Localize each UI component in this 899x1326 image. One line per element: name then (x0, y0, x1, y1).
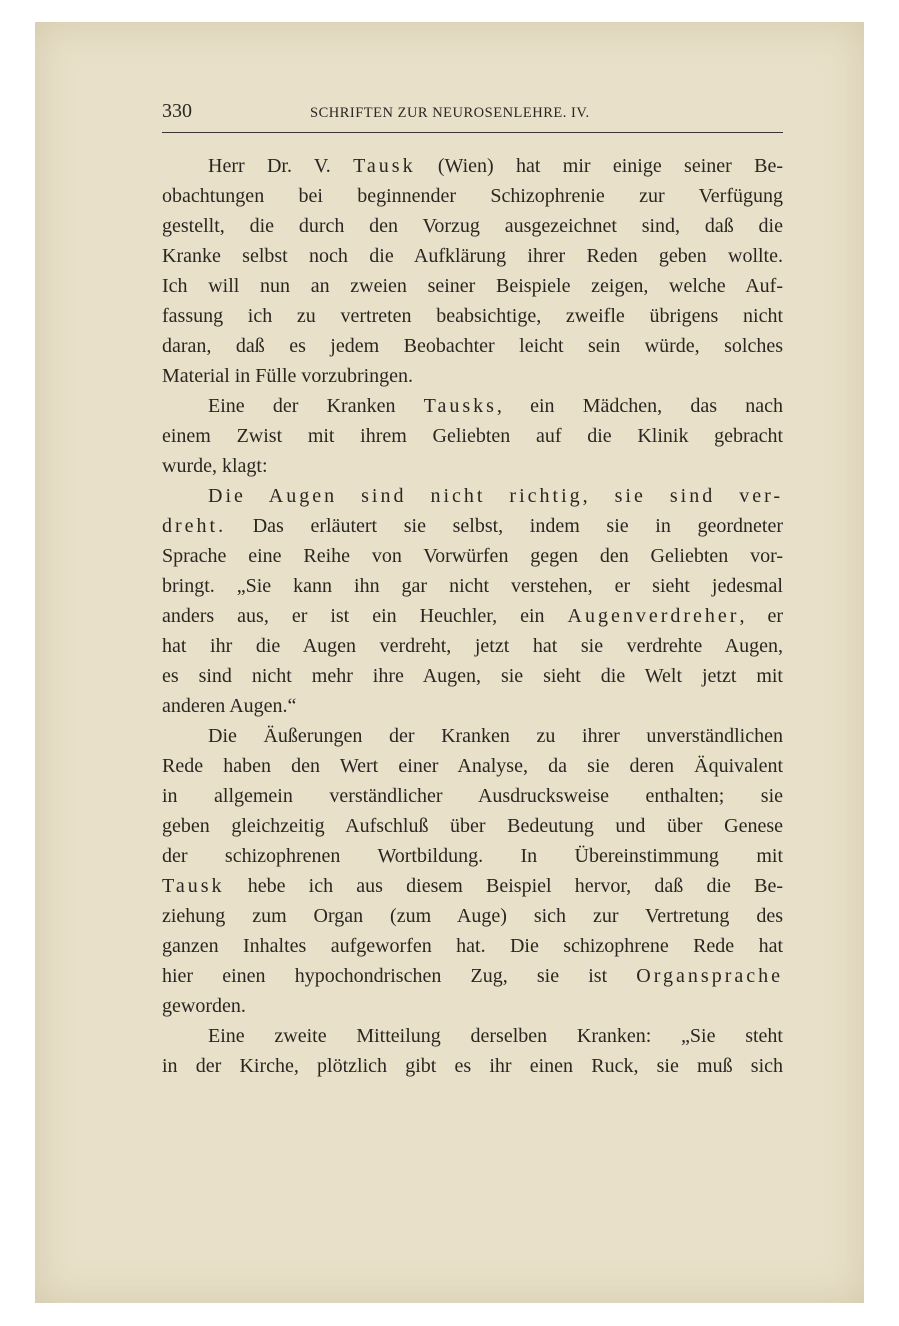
spaced-emphasis-text: Organsprache (636, 965, 783, 987)
line-segment: (Wien) hat mir einige seiner Be- (415, 155, 783, 177)
text-line (162, 841, 783, 871)
text-line (162, 631, 783, 661)
line-segment: Sprache eine Reihe von Vorwürfen gegen den Geliebten vor- (162, 545, 783, 567)
line-segment: , er (739, 605, 783, 627)
line-segment: bringt. „Sie kann ihn gar nicht verstehen, er sieht jedesmal (162, 575, 783, 597)
spaced-emphasis-text: Tausk (353, 155, 416, 177)
line-segment: , ein Mädchen, das nach (496, 395, 783, 417)
line-segment: anderen Augen.“ (162, 695, 297, 717)
line-segment: obachtungen bei beginnender Schizophrenie zur Verfügung (162, 185, 783, 207)
text-line (162, 1051, 783, 1081)
spaced-emphasis-text: Tausk (162, 875, 225, 897)
text-line (162, 901, 783, 931)
text-line (162, 391, 783, 421)
line-segment: hat ihr die Augen verdreht, jetzt hat sie verdrehte Augen, (162, 635, 783, 657)
line-segment: hebe ich aus diesem Beispiel hervor, daß die Be- (224, 875, 783, 897)
text-line (162, 361, 783, 391)
line-segment: Herr Dr. V. (208, 155, 354, 177)
line-segment: anders aus, er ist ein Heuchler, ein (162, 605, 568, 627)
text-line (162, 541, 783, 571)
text-line (162, 871, 783, 901)
text-line (162, 991, 783, 1021)
line-segment: Das erläutert sie selbst, indem sie in geordneter (226, 515, 783, 537)
line-segment: einem Zwist mit ihrem Geliebten auf die Klinik gebracht (162, 425, 783, 447)
text-line (162, 451, 783, 481)
text-line (162, 721, 783, 751)
spaced-emphasis-text: Die Augen sind nicht richtig, sie sind ver- (208, 485, 783, 507)
text-line (162, 571, 783, 601)
text-line (162, 301, 783, 331)
text-line (162, 271, 783, 301)
line-segment: der schizophrenen Wortbildung. In Übereinstimmung mit (162, 845, 783, 867)
text-line (162, 181, 783, 211)
text-line (162, 151, 783, 181)
text-line (162, 931, 783, 961)
text-line (162, 241, 783, 271)
text-line (162, 781, 783, 811)
text-line (162, 331, 783, 361)
line-segment: ziehung zum Organ (zum Auge) sich zur Vertretung des (162, 905, 783, 927)
page-text-block (162, 100, 783, 1081)
text-line (162, 601, 783, 631)
line-segment: fassung ich zu vertreten beabsichtige, zweifle übrigens nicht (162, 305, 783, 327)
text-line (162, 1021, 783, 1051)
text-line (162, 961, 783, 991)
line-segment: geben gleichzeitig Aufschluß über Bedeutung und über Genese (162, 815, 783, 837)
line-segment: Material in Fülle vorzubringen. (162, 365, 414, 387)
line-segment: gestellt, die durch den Vorzug ausgezeichnet sind, daß die (162, 215, 783, 237)
text-line (162, 421, 783, 451)
text-line (162, 691, 783, 721)
line-segment: Die Äußerungen der Kranken zu ihrer unverständlichen (208, 725, 783, 747)
body-text (162, 151, 783, 1081)
line-segment: in allgemein verständlicher Ausdrucksweise enthalten; sie (162, 785, 783, 807)
line-segment: geworden. (162, 995, 246, 1017)
text-line (162, 511, 783, 541)
spaced-emphasis-text: Augenverdreher (567, 605, 740, 627)
line-segment: wurde, klagt: (162, 455, 268, 477)
line-segment: daran, daß es jedem Beobachter leicht sein würde, solches (162, 335, 783, 357)
page-number: 330 (162, 100, 192, 122)
line-segment: ganzen Inhaltes aufgeworfen hat. Die schizophrene Rede hat (162, 935, 783, 957)
line-segment: hier einen hypochondrischen Zug, sie ist (162, 965, 637, 987)
text-line (162, 481, 783, 511)
spaced-emphasis-text: dreht. (162, 515, 227, 537)
text-line (162, 751, 783, 781)
line-segment: Ich will nun an zweien seiner Beispiele zeigen, welche Auf- (162, 275, 783, 297)
line-segment: in der Kirche, plötzlich gibt es ihr einen Ruck, sie muß sich (162, 1055, 783, 1077)
line-segment: Kranke selbst noch die Aufklärung ihrer Reden geben wollte. (162, 245, 783, 267)
text-line (162, 211, 783, 241)
text-line (162, 811, 783, 841)
line-segment: Eine zweite Mitteilung derselben Kranken: „Sie steht (208, 1025, 783, 1047)
line-segment: Rede haben den Wert einer Analyse, da sie deren Äquivalent (162, 755, 783, 777)
running-head (162, 100, 783, 133)
line-segment: es sind nicht mehr ihre Augen, sie sieht die Welt jetzt mit (162, 665, 783, 687)
text-line (162, 661, 783, 691)
spaced-emphasis-text: Tausks (423, 395, 497, 417)
running-head-title: SCHRIFTEN ZUR NEUROSENLEHRE. IV. (310, 105, 590, 121)
line-segment: Eine der Kranken (208, 395, 424, 417)
